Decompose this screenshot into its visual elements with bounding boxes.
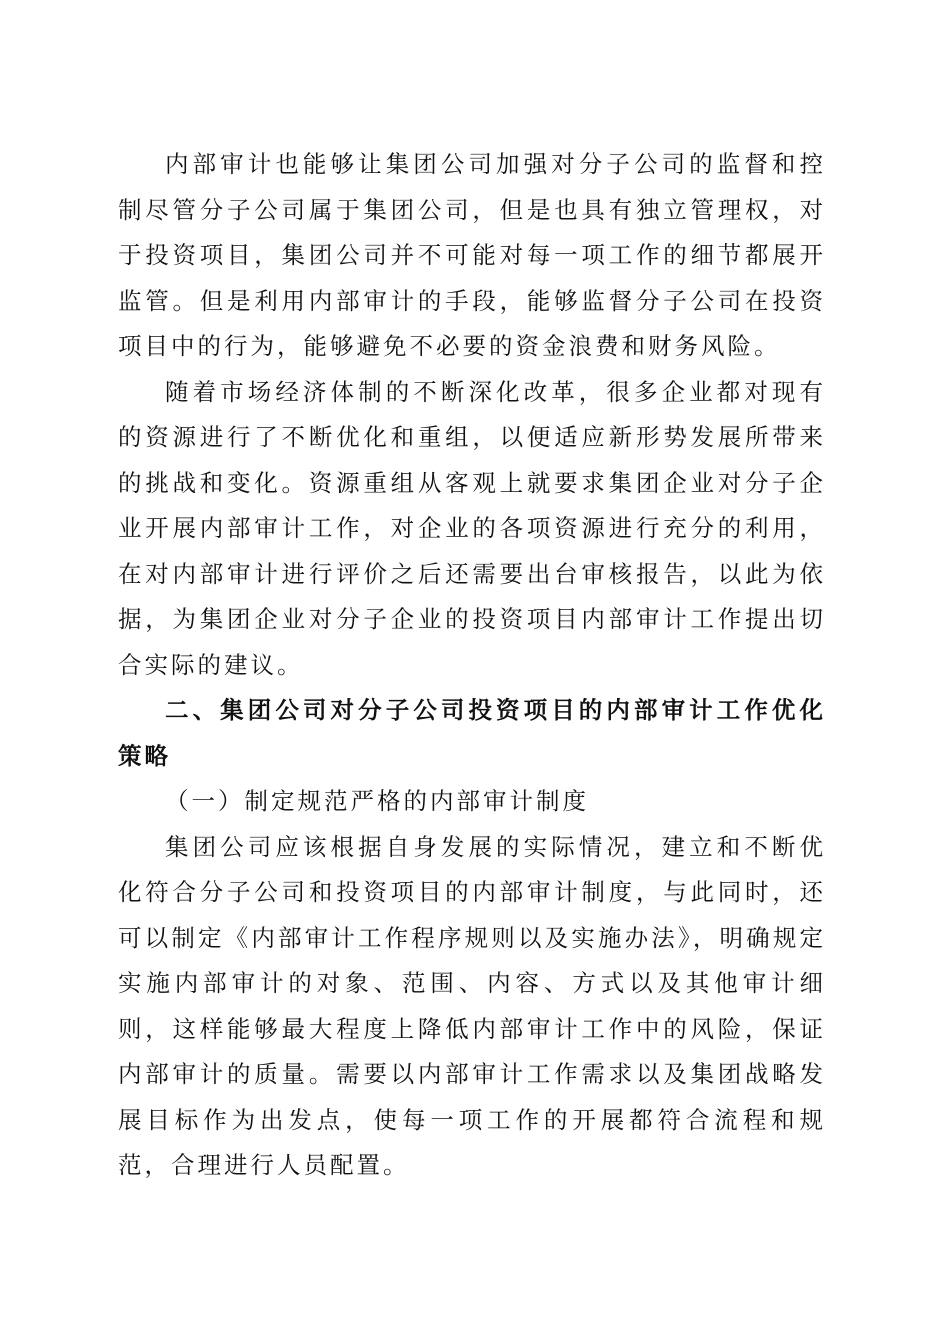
section-heading: 二、集团公司对分子公司投资项目的内部审计工作优化策略: [118, 696, 826, 770]
body-paragraph-3: 集团公司应该根据自身发展的实际情况，建立和不断优化符合分子公司和投资项目的内部审计制度，与此同时，还可以制定《内部审计工作程序规则以及实施办法》，明确规定实施内部审计的对象、范围、内容、方式以及其他审计细则，这样能够最大程度上降低内部审计工作中的风险，保证内部审计的质量。需要以内部审计工作需求以及集团战略发展目标作为出发点，使每一项工作的开展都符合流程和规范，合理进行人员配置。: [118, 832, 826, 1179]
body-paragraph-2: 随着市场经济体制的不断深化改革，很多企业都对现有的资源进行了不断优化和重组，以便适应新形势发展所带来的挑战和变化。资源重组从客观上就要求集团企业对分子企业开展内部审计工作，对企业的各项资源进行充分的利用，在对内部审计进行评价之后还需要出台审核报告，以此为依据，为集团企业对分子企业的投资项目内部审计工作提出切合实际的建议。: [118, 377, 826, 679]
body-paragraph-1: 内部审计也能够让集团公司加强对分子公司的监督和控制尽管分子公司属于集团公司，但是也具有独立管理权，对于投资项目，集团公司并不可能对每一项工作的细节都展开监管。但是利用内部审计的手段，能够监督分子公司在投资项目中的行为，能够避免不必要的资金浪费和财务风险。: [118, 150, 826, 360]
document-page: [118, 142, 826, 1189]
subsection-heading: （一）制定规范严格的内部审计制度: [165, 787, 589, 815]
